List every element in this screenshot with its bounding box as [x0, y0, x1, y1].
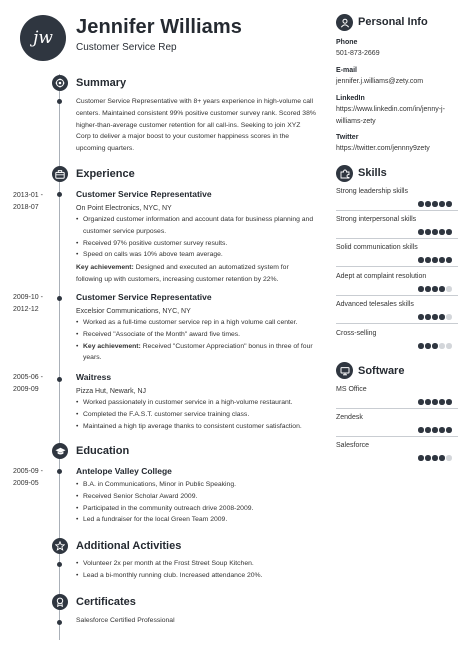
skill-rating	[418, 229, 452, 235]
divider	[336, 295, 458, 296]
job-bullets	[76, 317, 316, 364]
list-item: • Worked as a full-time customer service rep in a high volume call center.	[76, 317, 316, 329]
rating-dot-filled	[418, 257, 424, 263]
software-name: MS Office	[336, 386, 367, 393]
personal-info-heading: Personal Info	[358, 16, 428, 28]
job-title: Customer Service Representative	[76, 292, 212, 302]
job-achievement	[76, 262, 316, 286]
email-link[interactable]: jennifer.j.williams@zety.com	[336, 78, 424, 85]
certificate-item: Salesforce Certified Professional	[76, 617, 175, 624]
rating-dot-filled	[432, 455, 438, 461]
date-start: 2013-01 -	[13, 192, 43, 199]
skill-name: Cross-selling	[336, 330, 377, 337]
timeline-line	[59, 74, 60, 640]
rating-dot-filled	[418, 201, 424, 207]
summary-text: Customer Service Representative with 8+ years experience in high-volume call centers. Maintained consistent 99% positive customer survey rank. Scored 38% higher-than-average customer retention for all call-ins. Seeking to join XYZ Corp to deliver a major boost to your customer happiness scores in the upcoming quarters.	[76, 98, 316, 153]
rating-dot-filled	[432, 286, 438, 292]
divider	[336, 266, 458, 267]
skill-rating	[418, 201, 452, 207]
software-rating	[418, 427, 452, 433]
software-rating	[418, 399, 452, 405]
rating-dot-filled	[418, 314, 424, 320]
education-bullets	[76, 479, 316, 526]
achievement-label: Key achievement:	[76, 264, 134, 271]
rating-dot-filled	[439, 229, 445, 235]
rating-dot-filled	[425, 201, 431, 207]
rating-dot-filled	[439, 427, 445, 433]
job-dates	[13, 372, 43, 396]
phone-label: Phone	[336, 39, 358, 46]
rating-dot-filled	[432, 343, 438, 349]
rating-dot-filled	[425, 427, 431, 433]
certificates-heading: Certificates	[76, 596, 136, 608]
list-item: • Speed on calls was 10% above team average.	[76, 249, 316, 261]
rating-dot-filled	[439, 455, 445, 461]
skill-rating	[418, 343, 452, 349]
achievement-label: Key achievement:	[83, 342, 141, 350]
star-icon	[52, 538, 68, 554]
timeline-dot	[57, 192, 62, 197]
target-icon	[52, 75, 68, 91]
timeline-dot	[57, 620, 62, 625]
divider	[336, 238, 458, 239]
rating-dot-filled	[432, 427, 438, 433]
date-start: 2005-09 -	[13, 468, 43, 475]
person-icon	[336, 14, 353, 31]
rating-dot-filled	[425, 286, 431, 292]
rating-dot-filled	[418, 427, 424, 433]
rating-dot-filled	[425, 257, 431, 263]
rating-dot-filled	[446, 201, 452, 207]
list-item: • Received 97% positive customer survey results.	[76, 238, 316, 250]
timeline-dot	[57, 99, 62, 104]
rating-dot-empty	[446, 286, 452, 292]
rating-dot-filled	[446, 399, 452, 405]
job-title: Waitress	[76, 372, 112, 382]
rating-dot-filled	[446, 257, 452, 263]
monitor-icon	[336, 362, 353, 379]
puzzle-icon	[336, 165, 353, 182]
list-item	[76, 341, 316, 365]
list-item: • Maintained a high tip average thanks to consistent customer satisfaction.	[76, 421, 316, 433]
school-name: Antelope Valley College	[76, 466, 172, 476]
rating-dot-empty	[446, 314, 452, 320]
skills-heading: Skills	[358, 167, 387, 179]
linkedin-link[interactable]: https://www.linkedin.com/in/jenny-j-williams-zety	[336, 106, 445, 125]
software-rating	[418, 455, 452, 461]
date-end: 2009-09	[13, 386, 39, 393]
job-bullets	[76, 397, 316, 432]
timeline-dot	[57, 296, 62, 301]
activities-bullets	[76, 558, 316, 582]
job-company: Excelsior Communications, NYC, NY	[76, 308, 191, 315]
skill-rating	[418, 314, 452, 320]
list-item: • Lead a bi-monthly running club. Increased attendance 20%.	[76, 570, 316, 582]
rating-dot-filled	[439, 201, 445, 207]
linkedin-label: LinkedIn	[336, 95, 365, 102]
rating-dot-filled	[432, 201, 438, 207]
timeline-dot	[57, 562, 62, 567]
divider	[336, 210, 458, 211]
rating-dot-filled	[425, 399, 431, 405]
achievement-text: Designed and executed an automatized system for following up with customers, increasing customer retention by 22%.	[76, 264, 289, 283]
education-heading: Education	[76, 445, 130, 457]
skill-name: Advanced telesales skills	[336, 301, 414, 308]
rating-dot-filled	[446, 427, 452, 433]
list-item: • Received "Associate of the Month" award five times.	[76, 329, 316, 341]
phone-value: 501-873-2669	[336, 50, 380, 57]
job-bullets	[76, 214, 316, 261]
rating-dot-filled	[418, 229, 424, 235]
activities-heading: Additional Activities	[76, 540, 182, 552]
list-item: • Volunteer 2x per month at the Frost Street Soup Kitchen.	[76, 558, 316, 570]
list-item: • Organized customer information and account data for business planning and customer service purposes.	[76, 214, 316, 238]
rating-dot-filled	[425, 314, 431, 320]
skill-rating	[418, 286, 452, 292]
list-item: • B.A. in Communications, Minor in Public Speaking.	[76, 479, 316, 491]
rating-dot-filled	[432, 229, 438, 235]
rating-dot-filled	[439, 399, 445, 405]
divider	[336, 408, 458, 409]
job-company: On Point Electronics, NYC, NY	[76, 205, 172, 212]
briefcase-icon	[52, 166, 68, 182]
certificate-icon	[52, 594, 68, 610]
rating-dot-filled	[432, 257, 438, 263]
rating-dot-filled	[425, 455, 431, 461]
education-dates	[13, 466, 43, 490]
rating-dot-filled	[418, 399, 424, 405]
summary-heading: Summary	[76, 77, 127, 89]
job-company: Pizza Hut, Newark, NJ	[76, 388, 147, 395]
timeline-dot	[57, 377, 62, 382]
divider	[336, 323, 458, 324]
rating-dot-filled	[425, 343, 431, 349]
rating-dot-empty	[439, 343, 445, 349]
skill-name: Solid communication skills	[336, 244, 418, 251]
monogram-avatar: jw	[20, 15, 66, 61]
skill-name: Strong leadership skills	[336, 188, 408, 195]
skill-name: Adept at complaint resolution	[336, 273, 427, 280]
skill-rating	[418, 257, 452, 263]
rating-dot-filled	[425, 229, 431, 235]
rating-dot-filled	[439, 257, 445, 263]
rating-dot-empty	[446, 343, 452, 349]
divider	[336, 436, 458, 437]
list-item: • Received Senior Scholar Award 2009.	[76, 491, 316, 503]
job-dates	[13, 292, 43, 316]
candidate-title: Customer Service Rep	[76, 42, 177, 53]
job-title: Customer Service Representative	[76, 189, 212, 199]
software-name: Salesforce	[336, 442, 370, 449]
graduation-cap-icon	[52, 443, 68, 459]
rating-dot-filled	[439, 314, 445, 320]
rating-dot-filled	[432, 399, 438, 405]
candidate-name: Jennifer Williams	[76, 16, 243, 38]
rating-dot-filled	[418, 343, 424, 349]
date-end: 2009-05	[13, 480, 39, 487]
email-label: E-mail	[336, 67, 358, 74]
date-start: 2009-10 -	[13, 294, 43, 301]
date-end: 2012-12	[13, 306, 39, 313]
achievement-text: Received "Customer Appreciation" bonus in three of four years.	[83, 342, 313, 362]
twitter-link[interactable]: https://twitter.com/jennny9zety	[336, 145, 430, 152]
list-item: • Worked passionately in customer service in a high-volume restaurant.	[76, 397, 316, 409]
rating-dot-filled	[446, 229, 452, 235]
date-start: 2005-06 -	[13, 374, 43, 381]
software-name: Zendesk	[336, 414, 363, 421]
rating-dot-filled	[418, 455, 424, 461]
software-heading: Software	[358, 365, 405, 377]
rating-dot-empty	[446, 455, 452, 461]
rating-dot-filled	[439, 286, 445, 292]
skill-name: Strong interpersonal skills	[336, 216, 417, 223]
date-end: 2018-07	[13, 204, 39, 211]
timeline-dot	[57, 469, 62, 474]
list-item: • Led a fundraiser for the local Green Team 2009.	[76, 514, 316, 526]
rating-dot-filled	[432, 314, 438, 320]
list-item: • Participated in the community outreach drive 2008-2009.	[76, 503, 316, 515]
rating-dot-filled	[418, 286, 424, 292]
list-item: • Completed the F.A.S.T. customer service training class.	[76, 409, 316, 421]
job-dates	[13, 190, 43, 214]
twitter-label: Twitter	[336, 134, 359, 141]
experience-heading: Experience	[76, 168, 135, 180]
